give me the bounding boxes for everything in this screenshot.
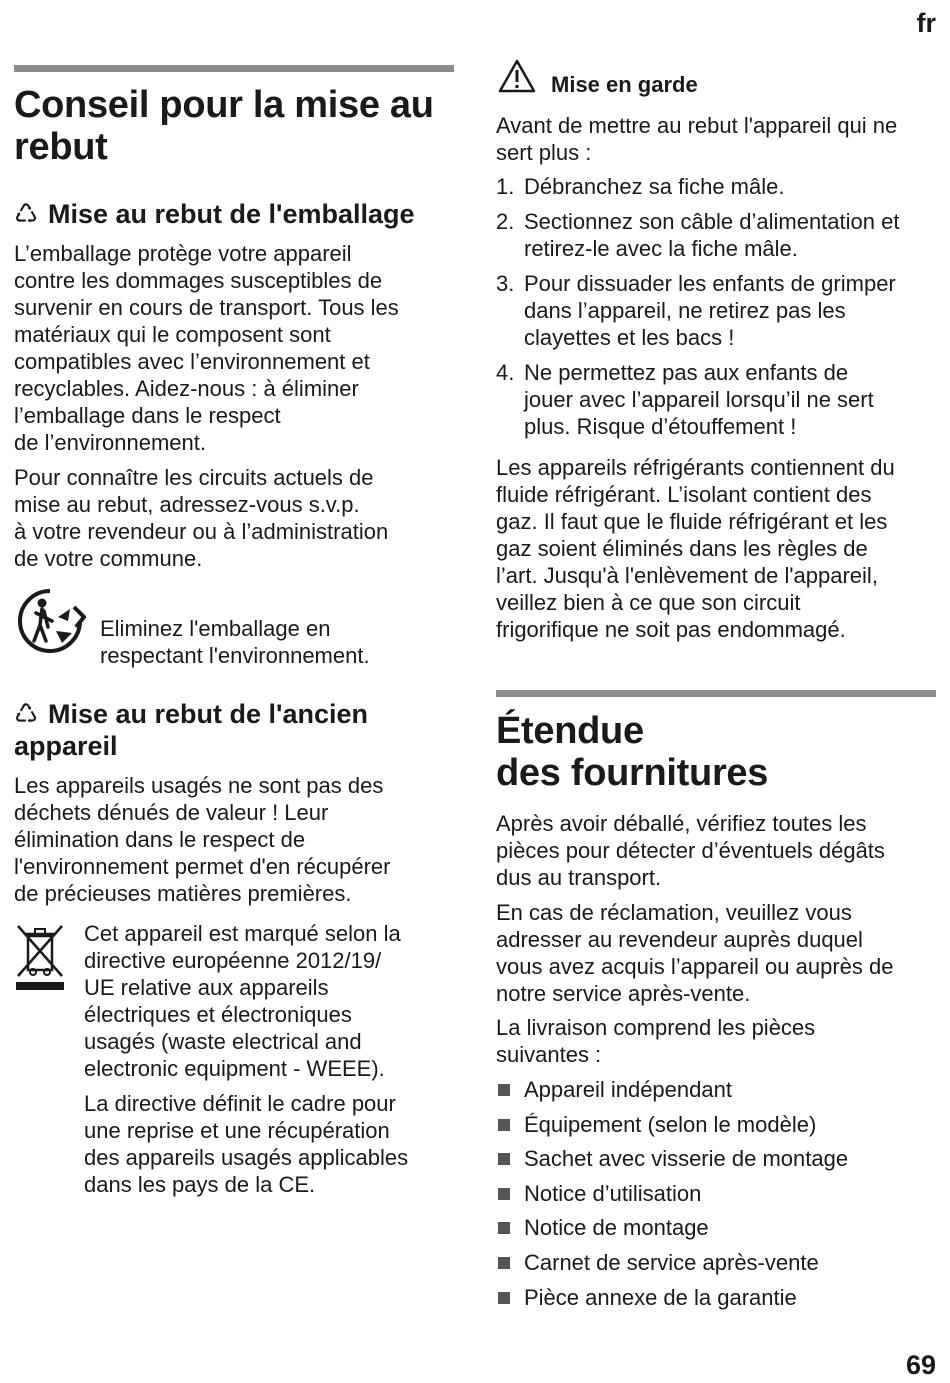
recycle-icon: ♺ xyxy=(14,199,39,229)
list-item: Pièce annexe de la garantie xyxy=(496,1284,936,1319)
list-item: Carnet de service après-vente xyxy=(496,1249,936,1284)
list-item: 2. Sectionnez son câble d’alimentation et retirez-le avec la fiche mâle. xyxy=(496,209,900,261)
list-item: Sachet avec visserie de montage xyxy=(496,1145,936,1180)
list-item: Équipement (selon le modèle) xyxy=(496,1111,936,1146)
warning-heading: Mise en garde xyxy=(551,72,698,97)
disposal-circuits-paragraph: Pour connaître les circuits actuels de mise au rebut, adressez-vous s.v.p. à votre revendeur ou à l’administration de votre commune. xyxy=(14,465,389,571)
recycle-icon: ♺ xyxy=(14,699,39,729)
disposal-steps-list xyxy=(496,173,936,448)
warning-triangle-icon xyxy=(497,58,537,94)
list-item: Notice de montage xyxy=(496,1214,936,1249)
warning-intro: Avant de mettre au rebut l'appareil qui ne sert plus : xyxy=(496,113,898,165)
delivery-paragraph-1: Après avoir déballé, vérifiez toutes les pièces pour détecter d’éventuels dégâts dus au transport. xyxy=(496,811,885,890)
triman-recycling-icon xyxy=(14,587,86,657)
triman-text: Eliminez l'emballage en respectant l'environnement. xyxy=(100,616,370,668)
packaging-paragraph: L’emballage protège votre appareil contre les dommages susceptibles de survenir en cours de transport. Tous les matériaux qui le composent sont compatibles avec l’environnement et recyclables. Aidez-nous : à éliminer l’emballage dans le respect de l’environnement. xyxy=(14,241,399,455)
list-item: Appareil indépendant xyxy=(496,1076,936,1111)
delivery-scope-title: Étendue des fournitures xyxy=(496,710,769,794)
delivery-paragraph-2: En cas de réclamation, veuillez vous adresser au revendeur auprès duquel vous avez acquis l’appareil ou auprès de notre service après-vente. xyxy=(496,900,894,1006)
section-rule-left xyxy=(14,65,454,72)
list-item: Notice d’utilisation xyxy=(496,1180,936,1215)
page-number: 69 xyxy=(905,1350,936,1380)
section-rule-right xyxy=(496,690,936,697)
list-item: 3. Pour dissuader les enfants de grimper dans l’appareil, ne retirez pas les clayettes et les bacs ! xyxy=(496,271,896,350)
delivery-paragraph-3: La livraison comprend les pièces suivantes : xyxy=(496,1015,816,1067)
weee-text: Cet appareil est marqué selon la directive européenne 2012/19/ UE relative aux appareils électriques et électroniques usagés (waste electrical and electronic equipment - WEEE). xyxy=(84,921,401,1081)
list-item: 4. Ne permettez pas aux enfants de jouer avec l’appareil lorsqu’il ne sert plus. Risque d’étouffement ! xyxy=(496,360,874,439)
disposal-title: Conseil pour la mise au rebut xyxy=(14,84,434,168)
old-appliance-paragraph: Les appareils usagés ne sont pas des déchets dénués de valeur ! Leur élimination dans le respect de l'environnement permet d'en récupérer de précieuses matières premières. xyxy=(14,773,391,906)
old-appliance-heading: ♺ Mise au rebut de l'ancien appareil xyxy=(14,699,369,761)
refrigerant-paragraph: Les appareils réfrigérants contiennent du fluide réfrigérant. L’isolant contient des gaz. Il faut que le fluide réfrigérant et les gaz soient éliminés dans les règles de l’art. Jusqu'à l'enlèvement de l'appareil, veillez bien à ce que son circuit frigorifique ne soit pas endommagé. xyxy=(496,455,895,642)
packaging-disposal-heading: ♺ Mise au rebut de l'emballage xyxy=(14,199,415,229)
directive-paragraph: La directive définit le cadre pour une reprise et une récupération des appareils usagés applicables dans les pays de la CE. xyxy=(84,1091,409,1197)
delivery-items-list xyxy=(496,1076,936,1318)
crossed-bin-icon xyxy=(14,924,66,994)
language-code: fr xyxy=(916,8,936,38)
list-item: 1. Débranchez sa fiche mâle. xyxy=(496,174,785,199)
